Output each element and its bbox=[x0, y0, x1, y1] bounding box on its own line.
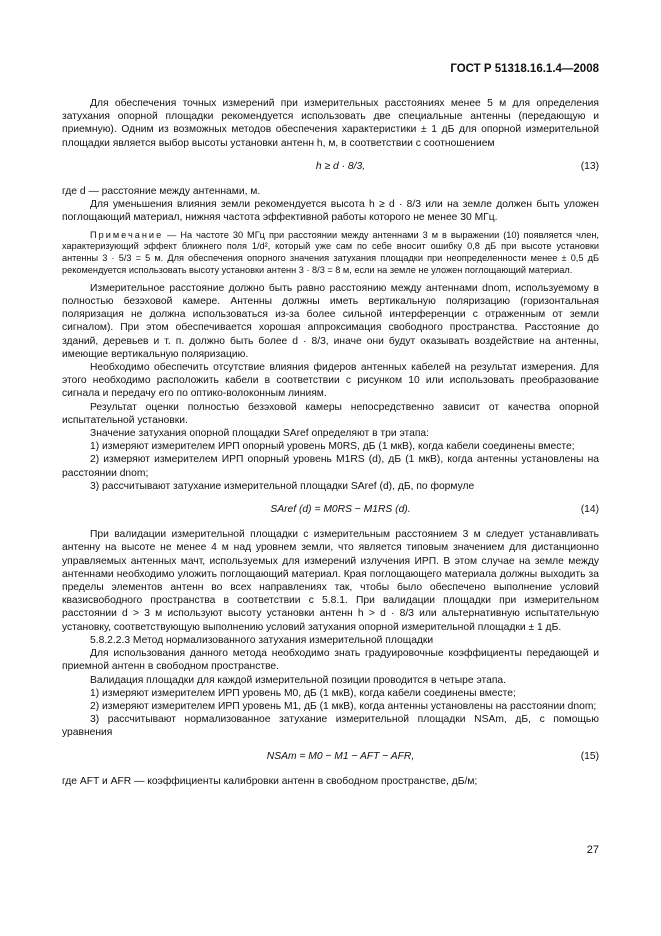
paragraph-5: Результат оценки полностью безэховой камеры непосредственно зависит от качества опорной испытательной установки. bbox=[62, 401, 599, 426]
paragraph-where-d: где d — расстояние между антеннами, м. bbox=[62, 186, 261, 198]
paragraph-14: 1) измеряют измерителем ИРП уровень M0, дБ (1 мкВ), когда кабели соединены вместе; bbox=[90, 687, 516, 699]
equation-13-formula: h ≥ d · 8/3, bbox=[315, 160, 366, 172]
paragraph-8: 2) измеряют измерителем ИРП опорный уровень M1RS (d), дБ (1 мкВ), когда антенны установлены на расстоянии dnom; bbox=[62, 454, 599, 479]
note-label: Примечание bbox=[90, 229, 164, 240]
equation-13 bbox=[62, 160, 599, 173]
note-text: — На частоте 30 МГц при расстоянии между антеннами 3 м в выражении (10) появляется член, характеризующий эффект ближнего поля 1/d², который уже сам по себе вносит ошибку 0,8 дБ при высоте установки антенны 3 · 5/3 = 5 м. Для обеспечения опорного значения затухания площадки при неопределенности менее ± 0,5 дБ рекомендуется использовать высоту установки антенн 3 · 8/3 = 8 м, если на земле не уложен поглощающий материал. bbox=[62, 229, 599, 276]
equation-14-number: (14) bbox=[580, 504, 599, 516]
note bbox=[62, 230, 599, 277]
paragraph-16: 3) рассчитывают нормализованное затухание измерительной площадки NSAm, дБ, с помощью уравнения bbox=[62, 714, 599, 739]
paragraph-7: 1) измеряют измерителем ИРП опорный уровень M0RS, дБ (1 мкВ), когда кабели соединены вместе; bbox=[90, 441, 575, 453]
paragraph-1: Для обеспечения точных измерений при измерительных расстояниях менее 5 м для определения затухания опорной площадки рекомендуется использовать две специальные антенны (передающую и приемную). Одним из возможных методов обеспечения характеристики ± 1 дБ для опорной измерительной площадки является выбор высоты установки антенн h, м, в соответствии с соотношением bbox=[62, 98, 599, 149]
page-number: 27 bbox=[586, 844, 599, 856]
equation-15-number: (15) bbox=[580, 750, 599, 762]
standard-header: ГОСТ Р 51318.16.1.4—2008 bbox=[450, 63, 599, 75]
equation-14 bbox=[62, 503, 599, 516]
paragraph-9: 3) рассчитывают затухание измерительной площадки SAref (d), дБ, по формуле bbox=[90, 480, 475, 492]
paragraph-6: Значение затухания опорной площадки SAref определяют в три этапа: bbox=[90, 428, 429, 440]
paragraph-13: Валидация площадки для каждой измерительной позиции проводится в четыре этапа. bbox=[90, 674, 506, 686]
paragraph-12: Для использования данного метода необходимо знать градуировочные коэффициенты передающей и приемной антенн в свободном пространстве. bbox=[62, 648, 599, 673]
paragraph-4: Необходимо обеспечить отсутствие влияния фидеров антенных кабелей на результат измерения. Для этого необходимо расположить кабели в соответствии с рисунком 10 или использовать преобразование сигнала и передачу его по оптико-волоконным линиям. bbox=[62, 362, 599, 400]
paragraph-17: где AFT и AFR — коэффициенты калибровки антенн в свободном пространстве, дБ/м; bbox=[62, 775, 478, 787]
paragraph-3: Измерительное расстояние должно быть равно расстоянию между антеннами dnom, используемому в полностью безэховой камере. Антенны должны иметь вертикальную поляризацию (горизонтальная поляризация не должна использоваться из-за более сильной интерференции с отраженным от земли сигналом). При этом обеспечивается хорошая аппроксимация свободного пространства. Расстояние до зданий, деревьев и т. п. должно быть более d · 8/3, иначе они будут оказывать воздействие на антенны, имеющие вертикальную поляризацию. bbox=[62, 282, 599, 360]
equation-15-formula: NSAm = M0 − M1 − AFT − AFR, bbox=[266, 750, 415, 762]
paragraph-2: Для уменьшения влияния земли рекомендуется высота h ≥ d · 8/3 или на земле должен быть уложен поглощающий материал, нижняя частота эффективной работы которого не менее 30 МГц. bbox=[62, 199, 599, 224]
paragraph-15: 2) измеряют измерителем ИРП уровень M1, дБ (1 мкВ), когда антенны установлены на расстоянии dnom; bbox=[90, 700, 597, 712]
equation-13-number: (13) bbox=[580, 160, 599, 172]
equation-14-formula: SAref (d) = M0RS − M1RS (d). bbox=[270, 504, 411, 516]
document-body bbox=[62, 97, 599, 788]
section-heading-5-8-2-2-3: 5.8.2.2.3 Метод нормализованного затухания измерительной площадки bbox=[90, 634, 434, 646]
equation-15 bbox=[62, 750, 599, 763]
paragraph-10: При валидации измерительной площадки с измерительным расстоянием 3 м следует устанавливать антенну на высоте не менее 4 м над уровнем земли, что является типовым значением для дистанционно управляемых антенных мачт, используемых для измерений излучения ИРП. В этом случае на земле между антеннами необходимо уложить поглощающий материал. Края поглощающего материала должны выходить за пределы элементов антенн во всех направлениях так, чтобы было обеспечено выполнение условий квазисвободного пространства в соответствии с 5.8.1. При валидации площадки при измерительном расстоянии d > 3 м используют высоту установки антенн h > d · 8/3 или альтернативную испытательную установку, соответствующую выполнению условий затухания опорной измерительной площадки ± 1 дБ. bbox=[62, 529, 599, 633]
